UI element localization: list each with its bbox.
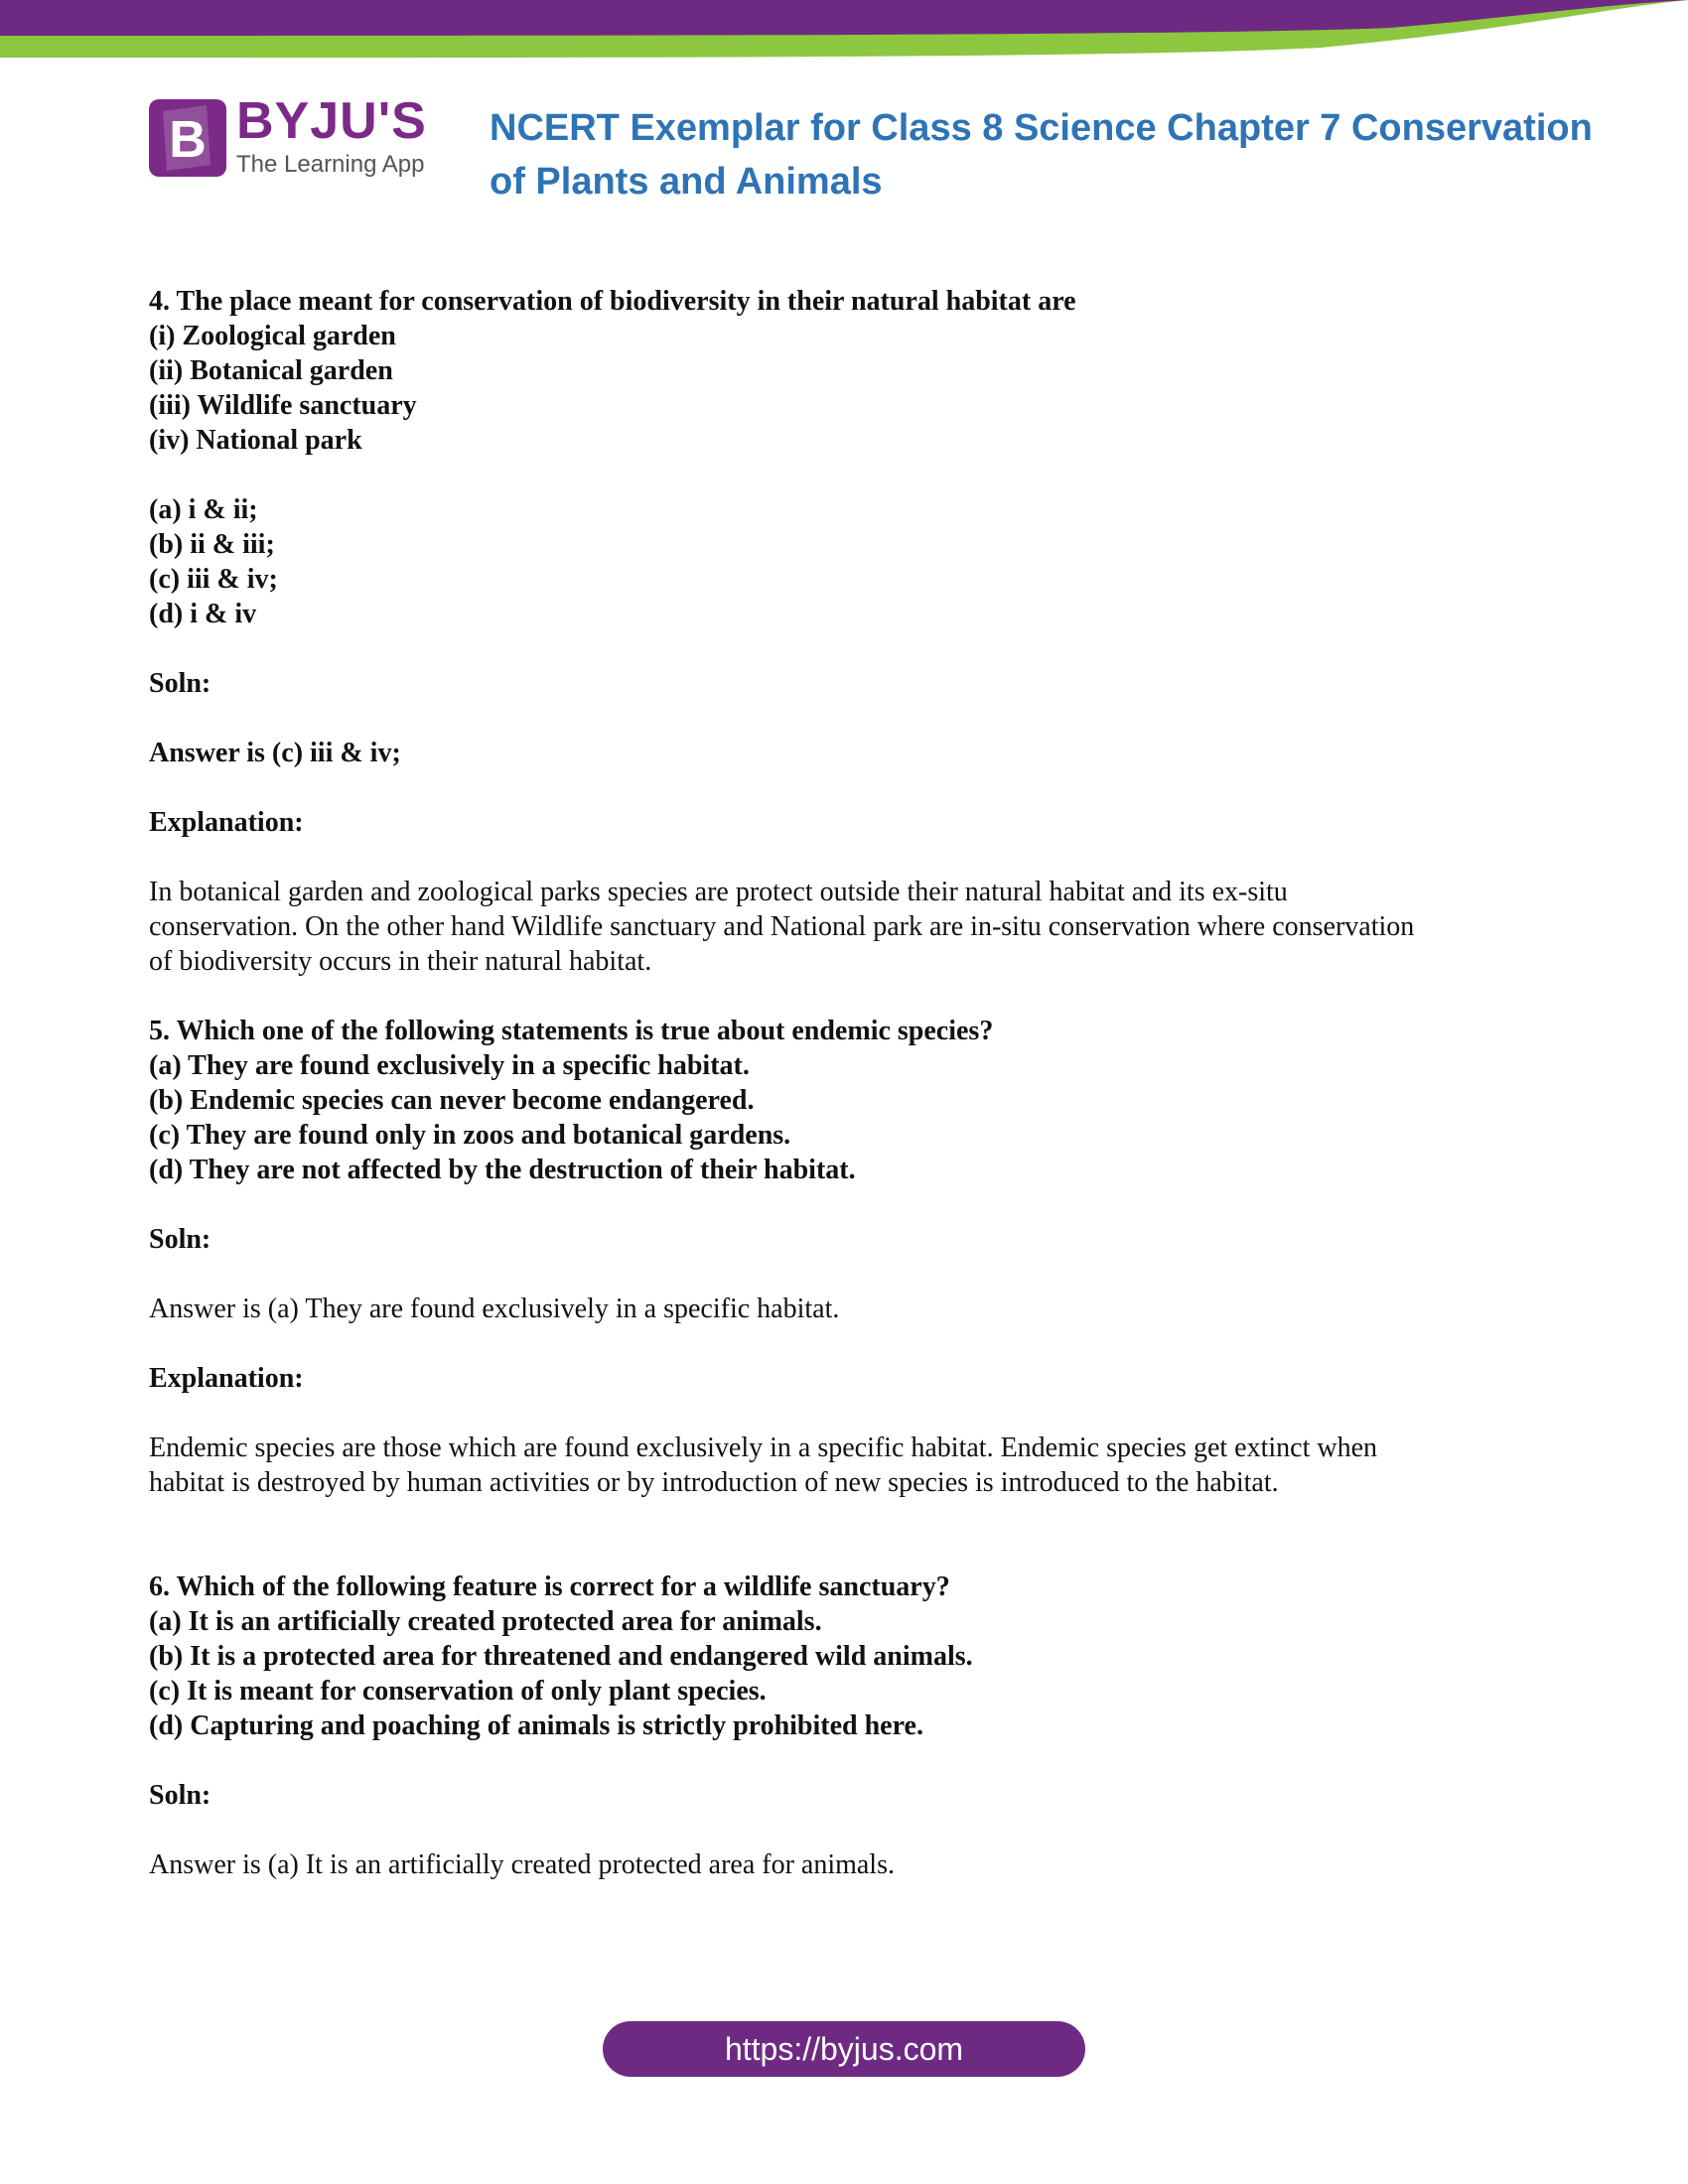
question-4-explanation-line: In botanical garden and zoological parks species are protect outside their natural habitat and its ex-situ: [149, 877, 1288, 907]
question-5-answer: Answer is (a) They are found exclusively in a specific habitat.: [149, 1294, 840, 1324]
document-title: [490, 101, 1612, 208]
question-4-explanation-label: Explanation:: [149, 807, 304, 838]
logo-letter: B: [169, 111, 207, 169]
question-4-text: 4. The place meant for conservation of biodiversity in their natural habitat are: [149, 286, 1076, 317]
question-4-explanation-line: conservation. On the other hand Wildlife sanctuary and National park are in-situ conservation where conservation: [149, 911, 1415, 942]
document-title-line2: of Plants and Animals: [490, 161, 883, 203]
question-6-option: (c) It is meant for conservation of only plant species.: [149, 1676, 767, 1706]
question-6-option: (d) Capturing and poaching of animals is strictly prohibited here.: [149, 1710, 923, 1741]
document-title-line1: NCERT Exemplar for Class 8 Science Chapter 7 Conservation: [490, 107, 1593, 149]
question-6-soln-label: Soln:: [149, 1780, 211, 1811]
brand-tagline: The Learning App: [236, 151, 425, 178]
question-5-option: (a) They are found exclusively in a specific habitat.: [149, 1050, 750, 1081]
footer-url-link[interactable]: https://byjus.com: [603, 2021, 1085, 2077]
question-6-option: (a) It is an artificially created protected area for animals.: [149, 1606, 822, 1637]
question-4-item: (iii) Wildlife sanctuary: [149, 390, 417, 421]
question-5-text: 5. Which one of the following statements is true about endemic species?: [149, 1016, 994, 1046]
question-5-explanation-line: habitat is destroyed by human activities or by introduction of new species is introduced to the habitat.: [149, 1467, 1279, 1498]
question-4-option: (a) i & ii;: [149, 494, 258, 525]
question-6-option: (b) It is a protected area for threatened and endangered wild animals.: [149, 1641, 973, 1672]
question-4-option: (c) iii & iv;: [149, 564, 278, 595]
question-4-option: (b) ii & iii;: [149, 529, 275, 560]
question-4-item: (ii) Botanical garden: [149, 355, 393, 386]
question-4-option: (d) i & iv: [149, 599, 257, 629]
question-4: [149, 284, 1539, 979]
byjus-logo: [149, 92, 437, 181]
question-6-text: 6. Which of the following feature is correct for a wildlife sanctuary?: [149, 1571, 950, 1602]
byjus-logo-mark: [149, 99, 226, 177]
question-4-explanation-line: of biodiversity occurs in their natural habitat.: [149, 946, 652, 977]
question-4-item: (iv) National park: [149, 425, 362, 456]
question-6: [149, 1570, 1539, 1882]
question-5-explanation-label: Explanation:: [149, 1363, 304, 1394]
question-4-answer: Answer is (c) iii & iv;: [149, 738, 401, 768]
question-6-answer: Answer is (a) It is an artificially created protected area for animals.: [149, 1849, 895, 1880]
question-5: [149, 1014, 1539, 1500]
question-5-explanation-line: Endemic species are those which are found exclusively in a specific habitat. Endemic species get extinct when: [149, 1433, 1377, 1463]
question-5-option: (c) They are found only in zoos and botanical gardens.: [149, 1120, 791, 1151]
question-5-option: (d) They are not affected by the destruction of their habitat.: [149, 1155, 856, 1185]
header-color-band: [0, 0, 1688, 62]
question-4-soln-label: Soln:: [149, 668, 211, 699]
question-5-soln-label: Soln:: [149, 1224, 211, 1255]
question-5-option: (b) Endemic species can never become endangered.: [149, 1085, 755, 1116]
question-4-item: (i) Zoological garden: [149, 321, 396, 351]
brand-name: BYJU'S: [236, 92, 427, 150]
document-body: [149, 284, 1539, 1882]
